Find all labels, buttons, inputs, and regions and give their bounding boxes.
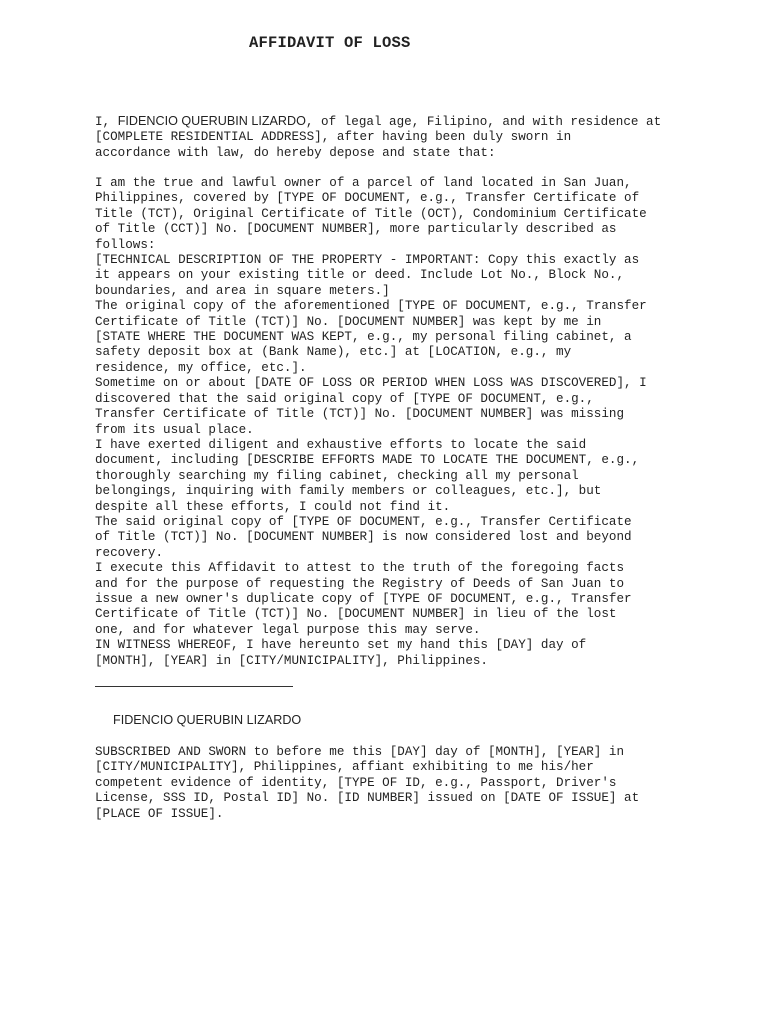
affiant-name-inline: FIDENCIO QUERUBIN LIZARDO <box>117 114 306 128</box>
body-line: thoroughly searching my filing cabinet, checking all my personal <box>95 468 579 483</box>
body-line: Transfer Certificate of Title (TCT)] No. [DOCUMENT NUMBER] was missing <box>95 407 625 422</box>
body-line: IN WITNESS WHEREOF, I have hereunto set my hand this [DAY] day of <box>95 638 587 653</box>
signature-name: FIDENCIO QUERUBIN LIZARDO <box>113 713 302 727</box>
body-line: it appears on your existing title or deed. Include Lot No., Block No., <box>95 268 625 283</box>
body-line: [STATE WHERE THE DOCUMENT WAS KEPT, e.g., my personal filing cabinet, a <box>95 330 632 345</box>
body-line: Certificate of Title (TCT)] No. [DOCUMENT NUMBER] in lieu of the lost <box>95 607 617 622</box>
opening-line-2: [COMPLETE RESIDENTIAL ADDRESS], after having been duly sworn in <box>95 130 572 145</box>
opening-prefix: I, <box>95 115 118 129</box>
body-line: I have exerted diligent and exhaustive efforts to locate the said <box>95 437 587 452</box>
body-line: recovery. <box>95 545 164 560</box>
body-line: residence, my office, etc.]. <box>95 360 307 375</box>
body-line: one, and for whatever legal purpose this may serve. <box>95 622 481 637</box>
body-line: I execute this Affidavit to attest to the truth of the foregoing facts <box>95 561 625 576</box>
body-line: Philippines, covered by [TYPE OF DOCUMENT, e.g., Transfer Certificate of <box>95 191 640 206</box>
jurat-line: SUBSCRIBED AND SWORN to before me this [DAY] day of [MONTH], [YEAR] in <box>95 745 625 759</box>
body-line: safety deposit box at (Bank Name), etc.] at [LOCATION, e.g., my <box>95 345 572 360</box>
body-line: belongings, inquiring with family members or colleagues, etc.], but <box>95 484 602 499</box>
signature-line <box>95 686 293 687</box>
body-line: issue a new owner's duplicate copy of [TYPE OF DOCUMENT, e.g., Transfer <box>95 591 632 606</box>
opening-line-3: accordance with law, do hereby depose and state that: <box>95 145 496 160</box>
body-line: boundaries, and area in square meters.] <box>95 283 390 298</box>
jurat-line: competent evidence of identity, [TYPE OF ID, e.g., Passport, Driver's <box>95 775 617 790</box>
jurat-line: [PLACE OF ISSUE]. <box>95 806 224 821</box>
body-line: [TECHNICAL DESCRIPTION OF THE PROPERTY - IMPORTANT: Copy this exactly as <box>95 253 640 268</box>
jurat-line: [CITY/MUNICIPALITY], Philippines, affiant exhibiting to me his/her <box>95 760 594 775</box>
body-line: of Title (CCT)] No. [DOCUMENT NUMBER], more particularly described as <box>95 222 617 237</box>
body-line: I am the true and lawful owner of a parcel of land located in San Juan, <box>95 176 632 190</box>
opening-line-1 <box>95 114 661 130</box>
body-line: from its usual place. <box>95 422 254 437</box>
document-title: AFFIDAVIT OF LOSS <box>249 34 411 52</box>
body-line: document, including [DESCRIBE EFFORTS MADE TO LOCATE THE DOCUMENT, e.g., <box>95 453 640 468</box>
body-line: and for the purpose of requesting the Registry of Deeds of San Juan to <box>95 576 625 591</box>
opening-line1-suffix: , of legal age, Filipino, and with residence at <box>305 115 662 129</box>
body-line: Sometime on or about [DATE OF LOSS OR PERIOD WHEN LOSS WAS DISCOVERED], I <box>95 376 647 391</box>
body-line: Certificate of Title (TCT)] No. [DOCUMENT NUMBER] was kept by me in <box>95 314 602 329</box>
body-line: despite all these efforts, I could not find it. <box>95 499 451 514</box>
affidavit-body <box>95 176 647 669</box>
body-line: follows: <box>95 237 156 252</box>
jurat-line: License, SSS ID, Postal ID] No. [ID NUMBER] issued on [DATE OF ISSUE] at <box>95 791 640 806</box>
opening-paragraph <box>95 114 661 161</box>
jurat-paragraph <box>95 745 639 822</box>
body-line: The original copy of the aforementioned [TYPE OF DOCUMENT, e.g., Transfer <box>95 299 647 314</box>
body-line: of Title (TCT)] No. [DOCUMENT NUMBER] is now considered lost and beyond <box>95 530 632 545</box>
body-line: [MONTH], [YEAR] in [CITY/MUNICIPALITY], Philippines. <box>95 653 488 668</box>
body-line: The said original copy of [TYPE OF DOCUMENT, e.g., Transfer Certificate <box>95 514 632 529</box>
body-line: Title (TCT), Original Certificate of Title (OCT), Condominium Certificate <box>95 206 647 221</box>
body-line: discovered that the said original copy of [TYPE OF DOCUMENT, e.g., <box>95 391 594 406</box>
